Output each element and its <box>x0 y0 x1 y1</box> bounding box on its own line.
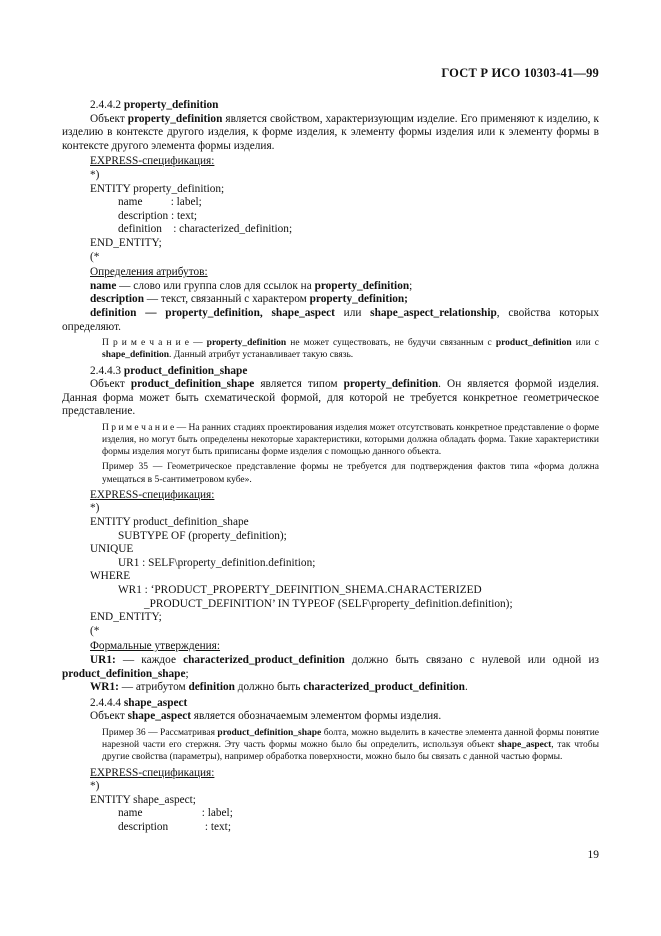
text: . Он является формой изделия. Данная форма может быть схематической формой, для которой не требуется конкретное геометрическое представление. <box>62 378 599 418</box>
term: shape_aspect <box>497 740 552 751</box>
page-header: ГОСТ Р ИСО 10303-41—99 <box>441 66 599 80</box>
term: shape_definition <box>102 350 170 361</box>
term: shape_aspect_relationship <box>370 306 497 319</box>
section-title: product_definition_shape <box>123 364 248 377</box>
text: , так чтобы другие свойства (параметры), например обработка поверхности, можно было бы связать с данной частью формы. <box>102 740 599 763</box>
paragraph <box>62 113 599 154</box>
text: болта, можно выделить в качестве элемента данной формы понятие нарезной части его стержня. Эту часть формы можно было бы определить, используя объект <box>102 727 599 751</box>
term: characterized_product_definition <box>183 654 345 667</box>
code-line: description : text; <box>118 820 231 833</box>
rule-label: UR1: <box>90 654 116 667</box>
code-line: WHERE <box>90 570 131 583</box>
code-line: ENTITY product_definition_shape <box>90 516 249 529</box>
term: property_definition <box>343 378 439 391</box>
code-line: definition : characterized_definition; <box>118 223 293 236</box>
text: ; <box>409 279 413 292</box>
text: является типом <box>254 378 344 391</box>
code-line: WR1 : ‘PRODUCT_PROPERTY_DEFINITION_SHEMA.CHARACTERIZED <box>118 584 482 597</box>
code-line: (* <box>90 250 100 263</box>
express-title: EXPRESS-спецификация: <box>90 488 215 501</box>
section-heading <box>62 697 599 711</box>
code-line: ENTITY shape_aspect; <box>90 793 196 806</box>
code-line: *) <box>90 168 100 181</box>
text: или с <box>571 338 599 349</box>
text: . Данный атрибут устанавливает такую связь. <box>169 350 354 361</box>
text: Объект <box>90 112 128 125</box>
attribute-definition <box>62 293 599 307</box>
page-content <box>62 97 599 835</box>
rule-label: WR1: <box>90 681 119 694</box>
text: — <box>189 338 207 349</box>
section-number: 2.4.4.2 <box>90 99 124 111</box>
text: , свойства которых определяют. <box>62 306 600 333</box>
text: ; <box>185 667 189 680</box>
attribute-definitions-title: Определения атрибутов: <box>90 266 208 279</box>
code-line: description : text; <box>118 209 198 222</box>
term: property_definition <box>314 279 410 292</box>
term: characterized_product_definition <box>303 681 465 694</box>
text: является свойством, характеризующим изделие. Его применяют к изделию, к изделию в контексте другого изделия, к форме изделия, к элементу формы изделия или к элементу формы в контексте другого элемента формы изделия. <box>62 112 599 152</box>
text: — текст, связанный с характером <box>143 293 310 306</box>
section-title: shape_aspect <box>123 696 188 709</box>
formal-statement <box>62 654 599 681</box>
paragraph <box>62 378 599 419</box>
formal-statements-title: Формальные утверждения: <box>90 640 221 653</box>
text: — слово или группа слов для ссылок на <box>116 279 315 292</box>
term: property_definition <box>206 338 287 349</box>
term: name <box>90 279 117 292</box>
note <box>62 422 599 459</box>
text: должно быть связано с нулевой или одной из <box>344 654 599 667</box>
section-number: 2.4.4.3 <box>90 364 124 377</box>
text: является обозначаемым элементом формы изделия. <box>190 710 442 723</box>
section-number: 2.4.4.4 <box>90 696 124 709</box>
term: definition <box>188 681 235 694</box>
term: description <box>90 293 144 306</box>
code-line: *) <box>90 502 100 515</box>
term: property_definition <box>127 112 223 125</box>
text: или <box>334 306 371 319</box>
term: product_definition_shape <box>130 378 255 391</box>
text: — атрибутом <box>118 681 189 694</box>
text: — На ранних стадиях проектирования изделия может отсутствовать конкретное представление о форме изделия, но могут быть определены некоторые характеристики, которыми должна обладать форма. Такие характеристики формы изделия могут быть приписаны форме изделия с помощью данного объекта. <box>102 422 600 458</box>
express-title: EXPRESS-спецификация: <box>90 155 215 168</box>
attribute-definition <box>62 280 599 294</box>
code-line: ENTITY property_definition; <box>90 182 225 195</box>
code-line: END_ENTITY; <box>90 611 162 624</box>
text: Объект <box>90 710 128 723</box>
text: Объект <box>90 378 131 391</box>
text: Пример 36 — Рассматривая <box>102 727 218 738</box>
text: не может существовать, не будучи связанным с <box>286 338 496 349</box>
section-title: property_definition <box>123 99 219 111</box>
term: property_definition; <box>309 293 408 306</box>
section-heading <box>62 99 599 113</box>
code-line: END_ENTITY; <box>90 236 162 249</box>
code-line: (* <box>90 624 100 637</box>
code-line: name : label; <box>118 807 233 820</box>
term: shape_aspect <box>127 710 191 723</box>
note <box>62 337 599 361</box>
code-line: SUBTYPE OF (property_definition); <box>118 529 287 542</box>
express-title: EXPRESS-спецификация: <box>90 766 215 779</box>
note-label: П р и м е ч а н и е <box>102 338 189 349</box>
code-line: UNIQUE <box>90 543 134 556</box>
term: product_definition_shape <box>62 667 186 680</box>
code-line: name : label; <box>118 196 202 209</box>
example: Пример 35 — Геометрическое представление формы не требуется для подтверждения фактов типа «форма должна умещаться в 5-сантиметровом кубе». <box>102 462 599 485</box>
attribute-definition <box>62 307 599 334</box>
example <box>62 727 599 764</box>
paragraph <box>62 710 599 724</box>
term: definition — property_definition, shape_aspect <box>90 306 335 319</box>
page-number: 19 <box>587 849 599 861</box>
code-line: UR1 : SELF\property_definition.definition; <box>118 556 316 569</box>
text: должно быть <box>234 681 304 694</box>
formal-statement <box>62 681 599 695</box>
code-line: _PRODUCT_DEFINITION’ IN TYPEOF (SELF\property_definition.definition); <box>144 597 513 610</box>
section-heading <box>62 365 599 379</box>
term: product_definition <box>495 338 572 349</box>
code-line: *) <box>90 780 100 793</box>
term: product_definition_shape <box>217 727 322 738</box>
note-label: П р и м е ч а н и е <box>102 422 175 433</box>
text: — каждое <box>115 654 184 667</box>
text: . <box>464 681 468 694</box>
